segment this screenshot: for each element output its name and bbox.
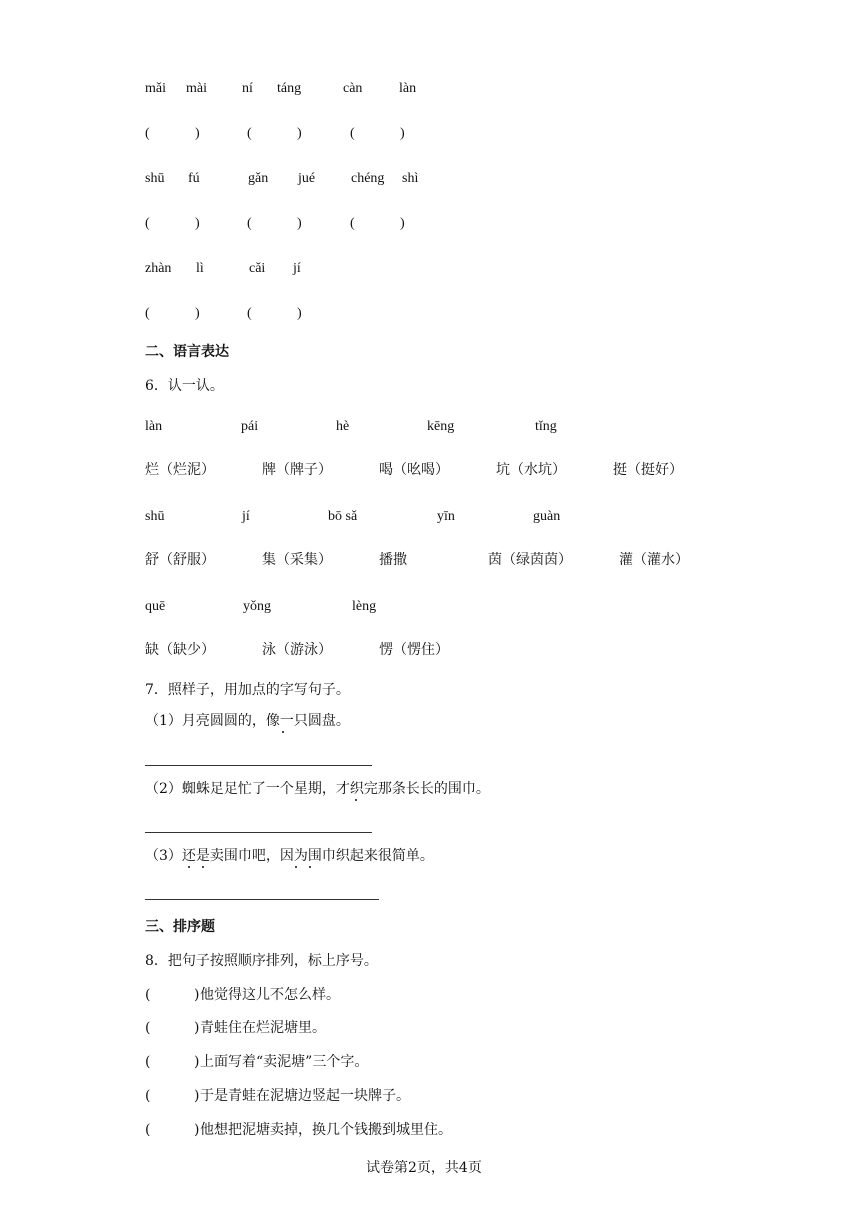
emphasis-dot: [188, 866, 190, 868]
pinyin: mài: [186, 81, 207, 96]
blank-close: ): [194, 1122, 200, 1138]
vocab-word: 泳（游泳）: [262, 642, 332, 658]
answer-line: [145, 765, 372, 766]
list-item: 他想把泥塘卖掉，换几个钱搬到城里住。: [200, 1122, 452, 1138]
section-heading: 二、语言表达: [145, 344, 229, 360]
blank-close: ): [297, 216, 302, 231]
emphasis-dot: [295, 866, 297, 868]
blank-close: ): [297, 306, 302, 321]
question-title: 7．照样子，用加点的字写句子。: [145, 682, 350, 698]
pinyin: làn: [399, 81, 417, 96]
vocab-word: 茵（绿茵茵）: [488, 552, 572, 568]
pinyin: gǎn: [248, 171, 269, 186]
blank-open: (: [145, 306, 150, 321]
vocab-word: 烂（烂泥）: [145, 462, 215, 478]
blank-close: ): [195, 126, 200, 141]
pinyin: kēng: [427, 419, 455, 434]
example-sentence: （3）还是卖围巾吧，因为围巾织起来很简单。: [145, 848, 434, 864]
pinyin: quē: [145, 599, 166, 614]
pinyin: fú: [188, 171, 200, 186]
vocab-word: 喝（吆喝）: [379, 462, 449, 478]
blank-open: (: [145, 126, 150, 141]
blank-close: ): [195, 306, 200, 321]
blank-open: (: [145, 1088, 151, 1104]
blank-open: (: [247, 216, 252, 231]
blank-open: (: [247, 126, 252, 141]
emphasis-dot: [202, 866, 204, 868]
page-footer: 试卷第2页，共4页: [366, 1160, 482, 1176]
blank-open: (: [145, 216, 150, 231]
pinyin: jué: [298, 171, 316, 186]
vocab-word: 挺（挺好）: [613, 462, 683, 478]
emphasis-dot: [282, 731, 284, 733]
pinyin: chéng: [351, 171, 385, 186]
blank-close: ): [194, 1054, 200, 1070]
pinyin: càn: [343, 81, 363, 96]
vocab-word: 灌（灌水）: [619, 552, 689, 568]
blank-open: (: [247, 306, 252, 321]
vocab-word: 牌（牌子）: [262, 462, 332, 478]
pinyin: cǎi: [249, 261, 266, 276]
pinyin: shì: [402, 171, 419, 186]
question-title: 8．把句子按照顺序排列，标上序号。: [145, 953, 378, 969]
blank-close: ): [194, 987, 200, 1003]
pinyin: guàn: [533, 509, 561, 524]
pinyin: shū: [145, 509, 165, 524]
vocab-word: 缺（缺少）: [145, 642, 215, 658]
blank-open: (: [145, 1054, 151, 1070]
section-heading: 三、排序题: [145, 919, 215, 935]
vocab-word: 愣（愣住）: [379, 642, 449, 658]
blank-open: (: [145, 987, 151, 1003]
pinyin: zhàn: [145, 261, 172, 276]
pinyin: bō sǎ: [328, 509, 358, 524]
blank-close: ): [194, 1088, 200, 1104]
pinyin: ní: [242, 81, 253, 96]
blank-close: ): [400, 216, 405, 231]
pinyin: tǐng: [535, 419, 557, 434]
example-sentence: （2）蜘蛛足足忙了一个星期，才织完那条长长的围巾。: [145, 781, 490, 797]
pinyin: lì: [196, 261, 204, 276]
vocab-word: 坑（水坑）: [496, 462, 566, 478]
example-sentence: （1）月亮圆圆的，像一只圆盘。: [145, 713, 350, 729]
list-item: 上面写着“卖泥塘”三个字。: [200, 1054, 369, 1070]
blank-open: (: [350, 216, 355, 231]
emphasis-dot: [309, 866, 311, 868]
vocab-word: 集（采集）: [262, 552, 332, 568]
list-item: 于是青蛙在泥塘边竖起一块牌子。: [200, 1088, 410, 1104]
blank-open: (: [350, 126, 355, 141]
pinyin: pái: [241, 419, 259, 434]
list-item: 青蛙住在烂泥塘里。: [200, 1020, 326, 1036]
pinyin: mǎi: [145, 81, 166, 96]
blank-open: (: [145, 1122, 151, 1138]
pinyin: làn: [145, 419, 163, 434]
blank-close: ): [195, 216, 200, 231]
list-item: 他觉得这儿不怎么样。: [200, 987, 340, 1003]
blank-close: ): [400, 126, 405, 141]
blank-close: ): [194, 1020, 200, 1036]
pinyin: lèng: [352, 599, 377, 614]
pinyin: shū: [145, 171, 165, 186]
vocab-word: 舒（舒服）: [145, 552, 215, 568]
pinyin: hè: [336, 419, 350, 434]
vocab-word: 播撒: [379, 552, 407, 568]
pinyin: jí: [242, 509, 250, 524]
blank-open: (: [145, 1020, 151, 1036]
pinyin: jí: [293, 261, 301, 276]
answer-line: [145, 899, 379, 900]
pinyin: yīn: [437, 509, 455, 524]
blank-close: ): [297, 126, 302, 141]
question-title: 6．认一认。: [145, 378, 224, 394]
emphasis-dot: [355, 799, 357, 801]
answer-line: [145, 832, 372, 833]
pinyin: yǒng: [243, 599, 271, 614]
pinyin: táng: [277, 81, 302, 96]
